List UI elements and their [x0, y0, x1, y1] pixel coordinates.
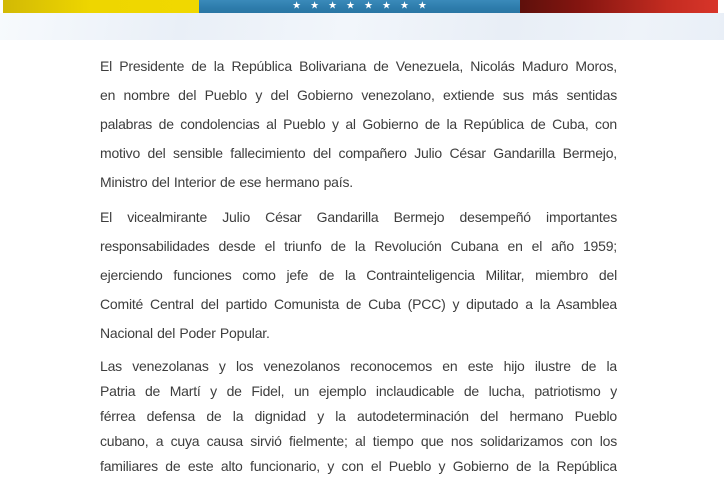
- star-icon: ★: [328, 0, 338, 12]
- star-icon: ★: [381, 0, 391, 12]
- text-line: palabras de condolencias al Pueblo y al Gobierno de la República de Cuba, con: [100, 116, 617, 132]
- header-shaded-band: [0, 13, 724, 40]
- text-line: Las venezolanas y los venezolanos reconocemos en este hijo ilustre de la: [100, 358, 617, 374]
- text-line: responsabilidades desde el triunfo de la Revolución Cubana en el año 1959;: [100, 238, 617, 254]
- star-icon: ★: [417, 0, 427, 12]
- condolence-letter-body: [100, 40, 617, 485]
- paragraph-3: [100, 354, 617, 479]
- text-line: Patria de Martí y de Fidel, un ejemplo inclaudicable de lucha, patriotismo y: [100, 383, 617, 399]
- text-line: familiares de este alto funcionario, y con el Pueblo y Gobierno de la República: [100, 458, 617, 474]
- text-line: El Presidente de la República Bolivariana de Venezuela, Nicolás Maduro Moros,: [100, 58, 617, 74]
- star-icon: ★: [364, 0, 373, 12]
- flag-yellow-stripe: [3, 0, 199, 13]
- star-icon: ★: [310, 0, 320, 12]
- text-line: Nacional del Poder Popular.: [100, 325, 270, 341]
- flag-stars-row: [199, 0, 520, 13]
- text-line: férrea defensa de la dignidad y la autodeterminación del hermano Pueblo: [100, 408, 617, 424]
- paragraph-2: [100, 203, 617, 348]
- flag-red-stripe: [520, 0, 718, 13]
- text-line: Ministro del Interior de ese hermano país.: [100, 174, 353, 190]
- flag-blue-stripe: [199, 0, 520, 13]
- text-line: motivo del sensible fallecimiento del compañero Julio César Gandarilla Bermejo,: [100, 145, 617, 161]
- paragraph-1: [100, 52, 617, 197]
- text-line: Comité Central del partido Comunista de Cuba (PCC) y diputado a la Asamblea: [100, 296, 617, 312]
- text-line: El vicealmirante Julio César Gandarilla Bermejo desempeñó importantes: [100, 209, 617, 225]
- text-line: cubano, a cuya causa sirvió fielmente; al tiempo que nos solidarizamos con los: [100, 433, 617, 449]
- venezuela-flag-banner: [3, 0, 718, 13]
- star-icon: ★: [292, 0, 302, 12]
- star-icon: ★: [346, 0, 355, 12]
- text-line: ejerciendo funciones como jefe de la Contrainteligencia Militar, miembro del: [100, 267, 617, 283]
- text-line: en nombre del Pueblo y del Gobierno venezolano, extiende sus más sentidas: [100, 87, 617, 103]
- star-icon: ★: [399, 0, 409, 12]
